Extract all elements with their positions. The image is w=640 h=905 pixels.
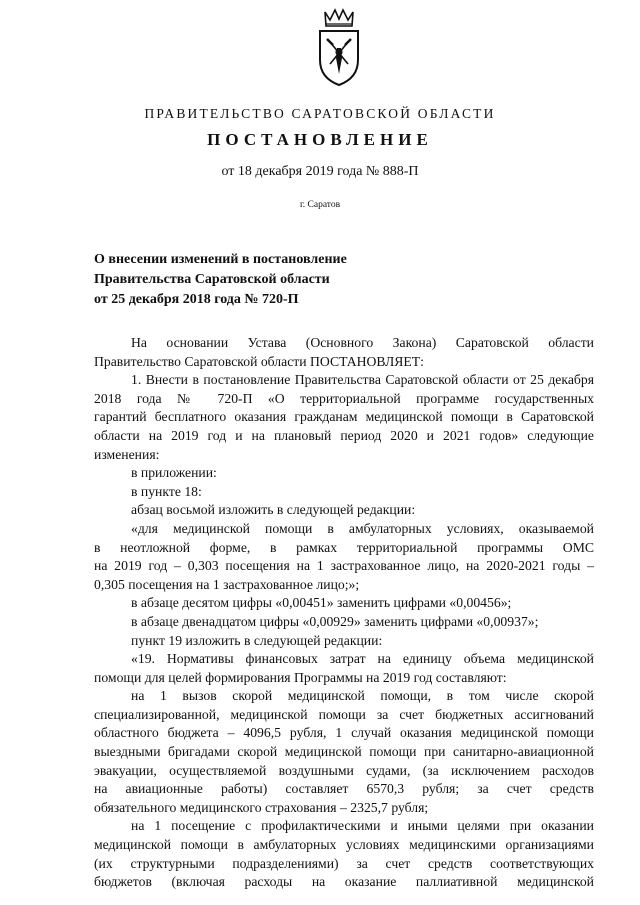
document-type: ПОСТАНОВЛЕНИЕ <box>207 130 433 149</box>
body-line: гарантий бесплатного оказания гражданам медицинской помощи в Саратовской <box>94 409 594 425</box>
body-line: помощи для целей формирования Программы на 2019 год составляют: <box>94 669 507 685</box>
document-subject <box>94 250 347 310</box>
body-line: на 1 посещение с профилактическими и иными целями при оказании <box>131 818 594 834</box>
body-line: пункт 19 изложить в следующей редакции: <box>131 632 383 648</box>
body-line: абзац восьмой изложить в следующей редакции: <box>131 502 416 518</box>
body-line: в абзаце двенадцатом цифры «0,00929» заменить цифрами «0,00937»; <box>131 613 539 629</box>
body-line: специализированной, медицинской помощи за счет бюджетных ассигнований <box>94 706 594 722</box>
date-number: от 18 декабря 2019 года № 888-П <box>221 164 419 179</box>
body-line: На основании Устава (Основного Закона) Саратовской области <box>131 335 594 350</box>
body-line: эвакуации, осуществляемой воздушными судами, (за исключением расходов <box>94 762 594 778</box>
body-line: 2018 года № 720-П «О территориальной программе государственных <box>94 390 594 406</box>
body-line: в абзаце десятом цифры «0,00451» заменить цифрами «0,00456»; <box>131 595 512 611</box>
body-line: изменения: <box>94 446 160 462</box>
body-line: в пункте 18: <box>131 483 202 499</box>
coat-of-arms-icon <box>316 8 362 88</box>
body-line: области на 2019 год и на плановый период 2020 и 2021 годов» следующие <box>94 427 594 443</box>
body-line: выездными бригадами скорой медицинской помощи при санитарно-авиационной <box>94 744 594 760</box>
subject-line: О внесении изменений в постановление <box>94 252 347 267</box>
body-line: медицинской помощи в амбулаторных условиях медицинскими организациями <box>94 837 594 853</box>
city: г. Саратов <box>299 200 341 210</box>
body-line: бюджетов (включая расходы на оказание паллиативной медицинской <box>94 874 594 890</box>
body-line: 0,305 посещения на 1 застрахованное лицо;»; <box>94 576 360 592</box>
subject-line: от 25 декабря 2018 года № 720-П <box>94 292 299 307</box>
body-line: 1. Внести в постановление Правительства Саратовской области от 25 декабря <box>131 372 594 388</box>
body-line: «для медицинской помощи в амбулаторных условиях, оказываемой <box>131 520 594 536</box>
body-line: (их структурными подразделениями) за счет средств соответствующих <box>94 855 594 871</box>
body-line: на 1 вызов скорой медицинской помощи, в том числе скорой <box>131 688 594 704</box>
subject-line: Правительства Саратовской области <box>94 272 330 287</box>
body-line: на 2019 год – 0,303 посещения на 1 застрахованное лицо, на 2020-2021 годы – <box>94 558 594 574</box>
government-name: ПРАВИТЕЛЬСТВО САРАТОВСКОЙ ОБЛАСТИ <box>144 106 496 121</box>
body-line: на авиационные работы) составляет 6570,3 рубля; за счет средств <box>94 781 594 797</box>
body-line: областного бюджета – 4096,5 рубля, 1 случай оказания медицинской помощи <box>94 725 594 741</box>
body-line: в неотложной форме, в рамках территориальной программы ОМС <box>94 539 594 555</box>
document-body <box>94 334 594 892</box>
body-line: в приложении: <box>131 465 217 481</box>
body-line: «19. Нормативы финансовых затрат на единицу объема медицинской <box>131 651 594 667</box>
body-line: Правительство Саратовской области ПОСТАНОВЛЯЕТ: <box>94 353 424 369</box>
body-line: обязательного медицинского страхования – 2325,7 рубля; <box>94 799 429 815</box>
